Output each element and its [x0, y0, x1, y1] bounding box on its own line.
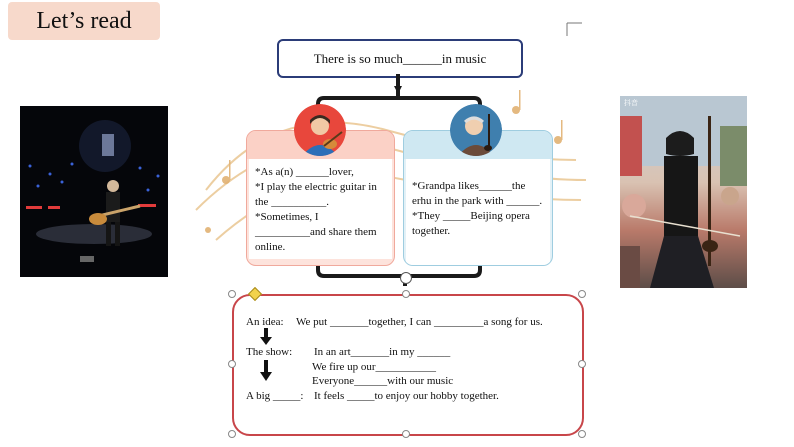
- card-line: erhu in the park with ______.: [412, 195, 543, 207]
- grandpa-avatar: [450, 104, 502, 156]
- stage-scene-icon: [20, 106, 168, 277]
- show-line: Everyone______with our music: [312, 375, 454, 387]
- resize-handle[interactable]: [402, 290, 410, 298]
- watermark-text: 抖音: [624, 99, 638, 107]
- heading-box: [277, 39, 523, 78]
- show-line: We fire up our___________: [312, 361, 437, 373]
- card-line: *I play the electric guitar in: [255, 181, 377, 193]
- guitarist-avatar: [294, 104, 346, 156]
- heading-text: There is so much______in music: [313, 51, 487, 66]
- card-line: *As a(n) ______lover,: [255, 166, 354, 178]
- corner-marker-icon: [566, 22, 584, 38]
- idea-label: An idea:: [246, 316, 284, 328]
- card-line: *Sometimes, I: [255, 211, 319, 223]
- rotate-handle-icon[interactable]: [400, 272, 412, 284]
- card-line: online.: [255, 241, 286, 253]
- card-line: __________and share them: [255, 226, 377, 238]
- big-text: It feels _____to enjoy our hobby together.: [314, 390, 499, 402]
- slide-title: Let’s read: [8, 2, 160, 40]
- resize-handle[interactable]: [228, 360, 236, 368]
- guitarist-stage-photo: [20, 106, 168, 277]
- card-body: [406, 159, 550, 266]
- down-arrow-icon: [260, 360, 272, 382]
- card-line: *They _____Beijing opera: [412, 210, 530, 222]
- down-arrow-icon: [260, 328, 272, 346]
- card-line: the __________.: [255, 196, 329, 208]
- erhu-player-photo: [620, 96, 747, 288]
- card-body: [249, 159, 392, 259]
- story-outline-box: [232, 294, 584, 436]
- show-label: The show:: [246, 346, 293, 358]
- resize-handle[interactable]: [578, 360, 586, 368]
- card-line: *Grandpa likes______the: [412, 180, 526, 192]
- card-line: together.: [412, 225, 451, 237]
- resize-handle[interactable]: [228, 430, 236, 438]
- resize-handle[interactable]: [228, 290, 236, 298]
- show-line: In an art_______in my ______: [314, 346, 451, 358]
- resize-handle[interactable]: [402, 430, 410, 438]
- resize-handle[interactable]: [578, 290, 586, 298]
- idea-text: We put _______together, I can _________a song for us.: [296, 316, 543, 328]
- big-label: A big _____:: [246, 390, 304, 402]
- erhu-scene-icon: [620, 96, 747, 288]
- resize-handle[interactable]: [578, 430, 586, 438]
